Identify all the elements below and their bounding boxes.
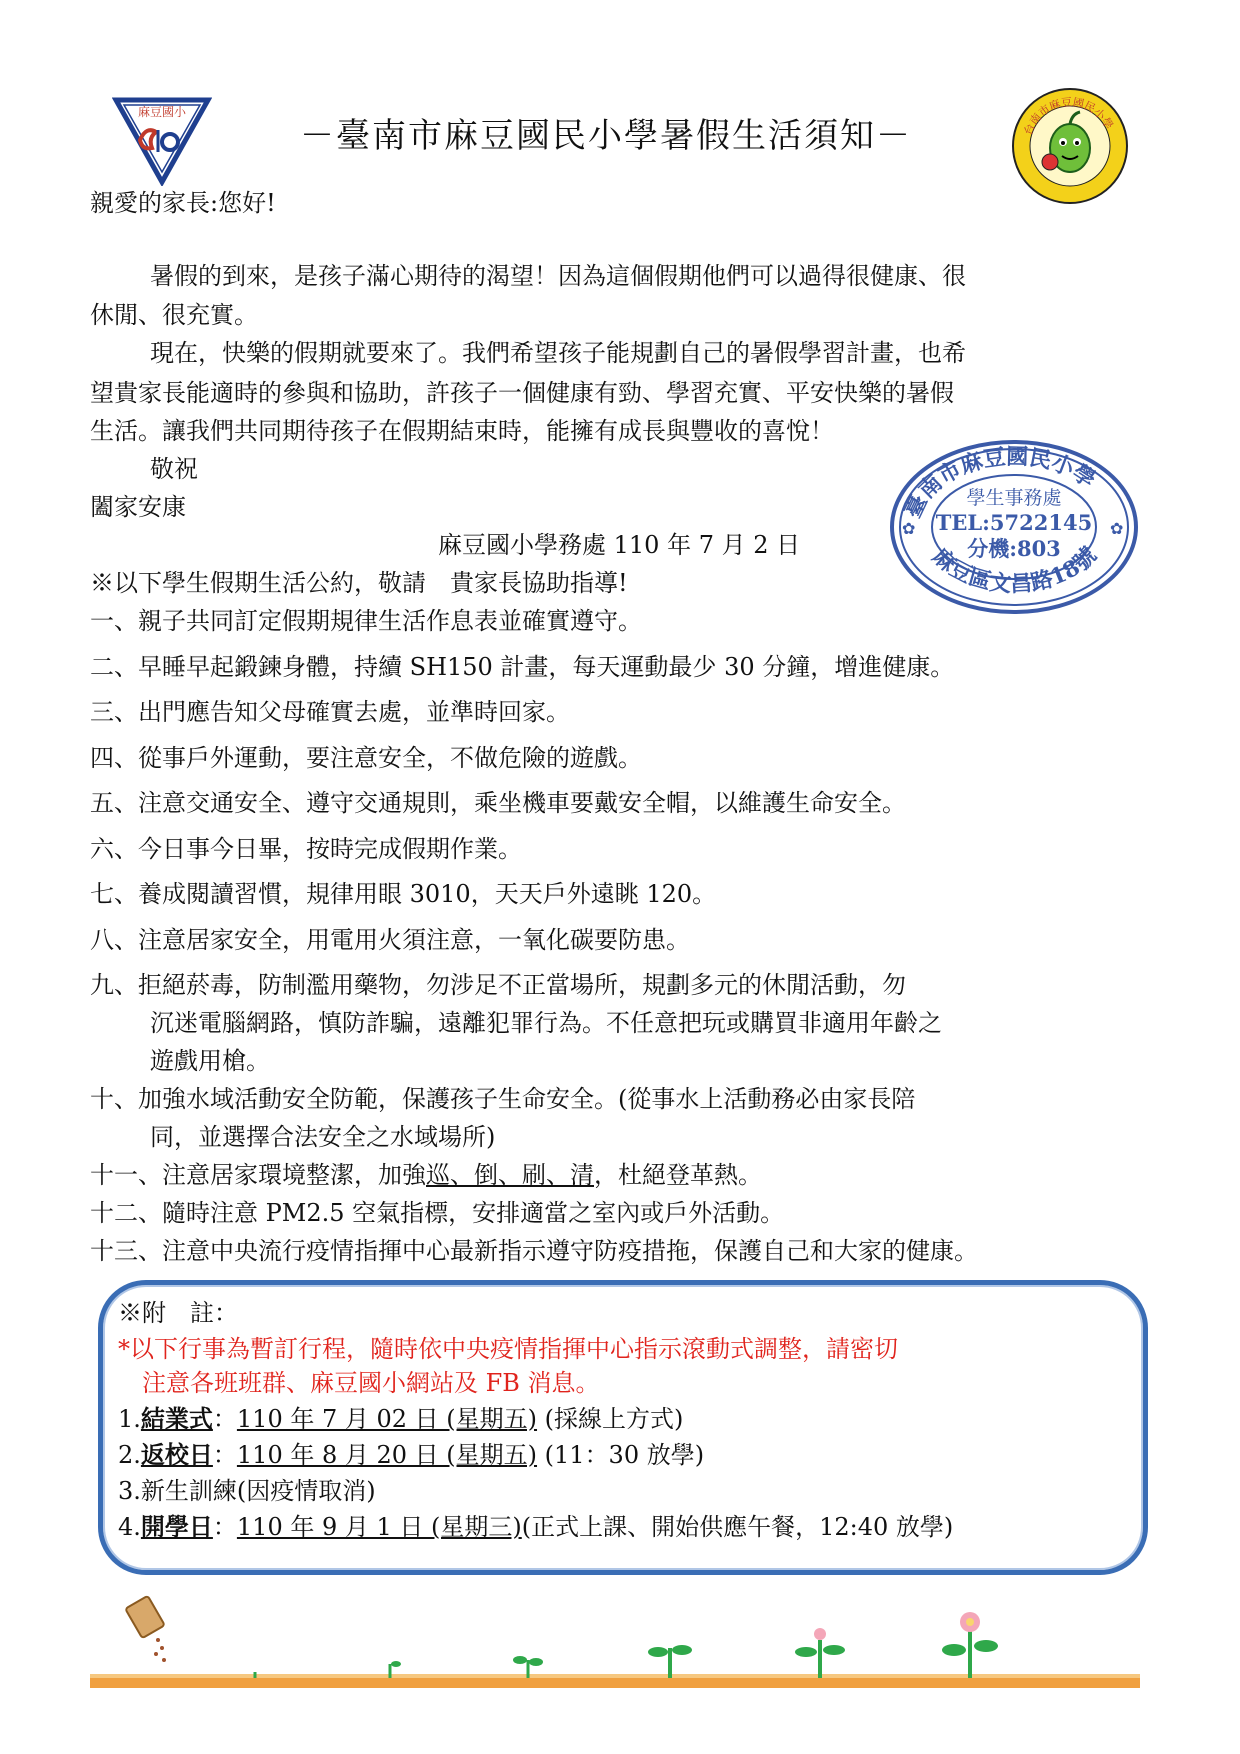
- flower-sprout-icon: [795, 1628, 845, 1678]
- notes-heading: ※附 註：: [118, 1299, 238, 1327]
- svg-text:分機:803: 分機:803: [967, 536, 1061, 561]
- rule-item-10-line-2: 同，並選擇合法安全之水域場所): [150, 1123, 496, 1151]
- sprout-icon: [648, 1645, 692, 1678]
- rule-item-5: 五、注意交通安全、遵守交通規則，乘坐機車要戴安全帽，以維護生命安全。: [90, 789, 906, 817]
- garden-decoration: [90, 1590, 1140, 1700]
- paragraph-1-line-2: 休閒、很充實。: [90, 301, 258, 329]
- svg-text:麻豆區文昌路18號: 麻豆區文昌路18號: [927, 542, 1102, 598]
- notes-warning-line-2: 注意各班班群、麻豆國小網站及 FB 消息。: [142, 1369, 600, 1397]
- svg-text:台南市麻豆國民小學: 台南市麻豆國民小學: [1021, 95, 1116, 138]
- rule-item-13: 十三、注意中央流行疫情指揮中心最新指示遵守防疫措拖，保護自己和大家的健康。: [90, 1237, 978, 1265]
- note-item-closing-ceremony: 1.結業式：110 年 7 月 02 日 (星期五) (採線上方式): [118, 1404, 684, 1433]
- rule-item-12: 十二、隨時注意 PM2.5 空氣指標，安排適當之室內或戶外活動。: [90, 1199, 785, 1227]
- seed-bag-icon: [125, 1596, 166, 1662]
- note-item-return-day: 2.返校日：110 年 8 月 20 日 (星期五) (11：30 放學): [118, 1440, 705, 1469]
- note-item-orientation: 3.新生訓練(因疫情取消): [118, 1477, 376, 1505]
- paragraph-2-line-2: 望貴家長能適時的參與和協助，許孩子一個健康有勁、學習充實、平安快樂的暑假: [90, 379, 954, 407]
- notes-warning-line-1: *以下行事為暫訂行程，隨時依中央疫情指揮中心指示滾動式調整，請密切: [118, 1335, 898, 1363]
- rule-item-10-line-1: 十、加強水域活動安全防範，保護孩子生命安全。(從事水上活動務必由家長陪: [90, 1085, 916, 1113]
- svg-text:麻豆國小: 麻豆國小: [137, 105, 187, 119]
- flower-icon: [942, 1612, 998, 1678]
- paragraph-2-line-3: 生活。讓我們共同期待孩子在假期結束時，能擁有成長與豐收的喜悅！: [90, 417, 834, 445]
- closing-wish: 敬祝: [150, 455, 198, 483]
- rule-item-3: 三、出門應告知父母確實去處，並準時回家。: [90, 698, 570, 726]
- rule-item-1: 一、親子共同訂定假期規律生活作息表並確實遵守。: [90, 607, 642, 635]
- rule-item-9-line-2: 沉迷電腦網路，慎防詐騙，遠離犯罪行為。不任意把玩或購買非適用年齡之: [150, 1009, 942, 1037]
- page-title: －臺南市麻豆國民小學暑假生活須知－: [300, 116, 912, 156]
- rule-item-6: 六、今日事今日畢，按時完成假期作業。: [90, 835, 522, 863]
- svg-text:學生事務處: 學生事務處: [966, 487, 1062, 509]
- rules-intro: ※以下學生假期生活公約，敬請 貴家長協助指導!: [90, 569, 628, 597]
- rule-item-9-line-1: 九、拒絕菸毒，防制濫用藥物，勿涉足不正當場所，規劃多元的休閒活動，勿: [90, 971, 906, 999]
- office-stamp: [888, 438, 1140, 616]
- svg-text:臺南市麻豆國民小學: 臺南市麻豆國民小學: [899, 443, 1101, 523]
- note-item-school-start: 4.開學日：110 年 9 月 1 日 (星期三)(正式上課、開始供應午餐，12:40 放學): [118, 1512, 954, 1541]
- paragraph-1-line-1: 暑假的到來，是孩子滿心期待的渴望！因為這個假期他們可以過得很健康、很: [150, 262, 966, 290]
- greeting: 親愛的家長:您好!: [90, 189, 276, 217]
- rule-item-2: 二、早睡早起鍛鍊身體，持續 SH150 計畫，每天運動最少 30 分鐘，增進健康。: [90, 653, 955, 681]
- school-emblem-logo: [112, 96, 212, 186]
- svg-text:TEL:5722145: TEL:5722145: [935, 510, 1093, 535]
- paragraph-2-line-1: 現在，快樂的假期就要來了。我們希望孩子能規劃自己的暑假學習計畫，也希: [150, 339, 966, 367]
- rule-item-8: 八、注意居家安全，用電用火須注意，一氧化碳要防患。: [90, 926, 690, 954]
- closing-blessing: 闔家安康: [90, 493, 186, 521]
- signature-date: 麻豆國小學務處 110 年 7 月 2 日: [438, 531, 801, 559]
- rule-item-4: 四、從事戶外運動，要注意安全，不做危險的遊戲。: [90, 744, 642, 772]
- svg-text:✿: ✿: [1110, 519, 1124, 538]
- rule-item-7: 七、養成閱讀習慣，規律用眼 3010，天天戶外遠眺 120。: [90, 880, 717, 908]
- mosquito-actions: 巡、倒、刷、清: [426, 1161, 594, 1189]
- rule-item-11: 十一、注意居家環境整潔，加強巡、倒、刷、清，杜絕登革熱。: [90, 1161, 762, 1189]
- svg-text:✿: ✿: [902, 519, 916, 538]
- school-badge-logo: [1010, 86, 1130, 206]
- rule-item-9-line-3: 遊戲用槍。: [150, 1047, 270, 1075]
